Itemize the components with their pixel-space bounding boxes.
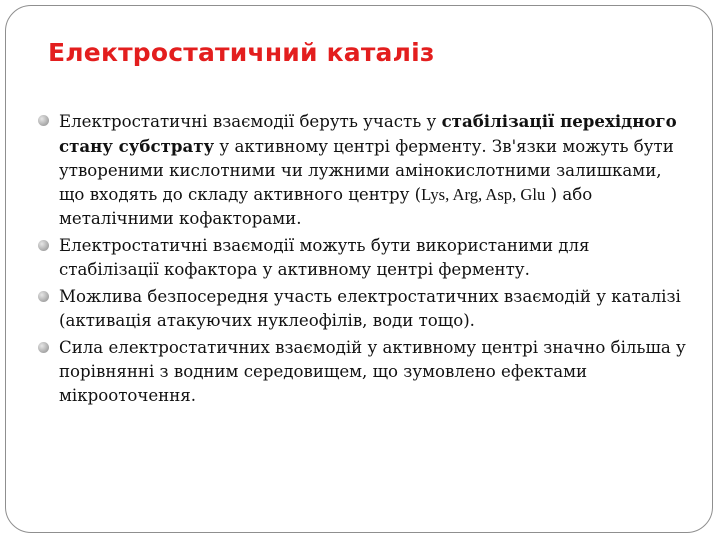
list-item — [36, 336, 686, 408]
bullet-bold-text: стабілізації перехідного стану субстрату — [59, 111, 677, 156]
list-item — [36, 285, 686, 333]
bullet-icon — [38, 291, 49, 302]
bullet-text: у активному центрі ферменту. Зв'язки можуть бути утвореними кислотними чи лужними амінокислотними залишками, що входять до складу активного центру ( — [59, 137, 674, 204]
list-item — [36, 234, 686, 282]
slide-title: Електростатичний каталіз — [48, 38, 435, 67]
bullet-text: Електростатичні взаємодії можуть бути використаними для стабілізації кофактора у активному центрі ферменту. — [59, 236, 590, 279]
bullet-icon — [38, 342, 49, 353]
list-item — [36, 109, 686, 231]
bullet-icon — [38, 240, 49, 251]
amino-acid-residues: Lys, Arg, Asp, Glu — [421, 185, 546, 204]
slide-frame — [5, 5, 713, 533]
bullet-text: Сила електростатичних взаємодій у активному центрі значно більша у порівнянні з водним середовищем, що зумовлено ефектами мікрооточення. — [59, 338, 686, 405]
bullet-text: Електростатичні взаємодії беруть участь у — [59, 112, 442, 131]
bullet-list — [36, 109, 686, 411]
bullet-icon — [38, 115, 49, 126]
bullet-text: ) або металічними кофакторами. — [59, 185, 593, 228]
bullet-text: Можлива безпосередня участь електростатичних взаємодій у каталізі (активація атакуючих нуклеофілів, води тощо). — [59, 287, 681, 330]
